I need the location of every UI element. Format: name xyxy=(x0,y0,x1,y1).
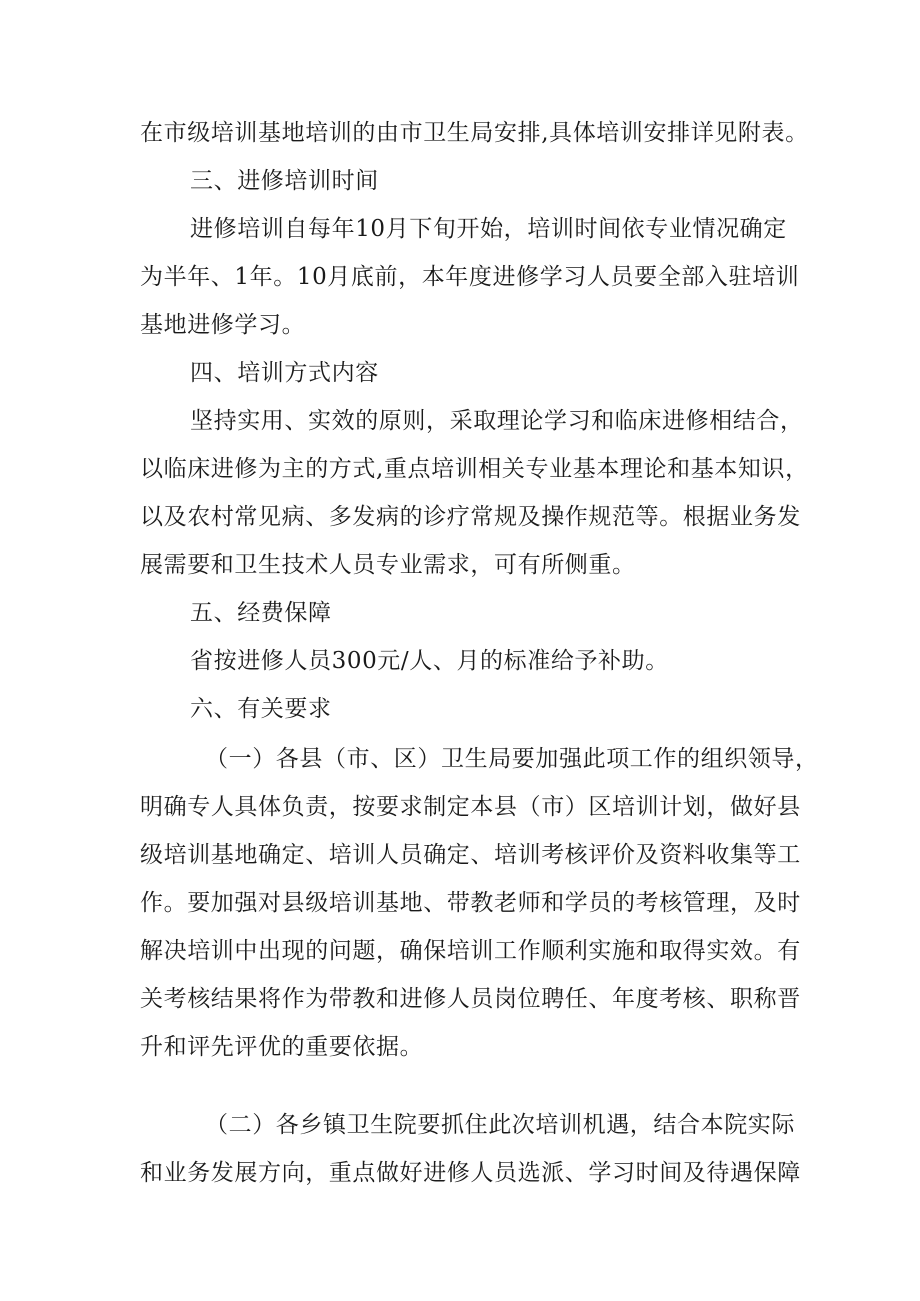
text-line-15: 明确专人具体负责，按要求制定本县（市）区培训计划，做好县 xyxy=(140,794,801,820)
text-line-18: 解决培训中出现的问题，确保培训工作顺利实施和取得实效。有 xyxy=(140,938,801,964)
text-line-22: 和业务发展方向，重点做好进修人员选派、学习时间及待遇保障 xyxy=(140,1160,801,1186)
text-line-20: 升和评先评优的重要依据。 xyxy=(140,1034,424,1060)
text-line-14: （一）各县（市、区）卫生局要加强此项工作的组织领导， xyxy=(205,746,819,772)
text-line-7: 坚持实用、实效的原则，采取理论学习和临床进修相结合， xyxy=(190,408,804,434)
text-line-5: 基地进修学习。 xyxy=(140,312,306,338)
text-line-16: 级培训基地确定、培训人员确定、培训考核评价及资料收集等工 xyxy=(140,842,801,868)
text-line-10: 展需要和卫生技术人员专业需求，可有所侧重。 xyxy=(140,552,636,578)
text-line-17: 作。要加强对县级培训基地、带教老师和学员的考核管理，及时 xyxy=(140,890,801,916)
text-line-1: 在市级培训基地培训的由市卫生局安排,具体培训安排详见附表。 xyxy=(140,120,809,146)
text-line-12: 省按进修人员300元/人、月的标准给予补助。 xyxy=(190,648,669,674)
text-line-9: 以及农村常见病、多发病的诊疗常规及操作规范等。根据业务发 xyxy=(140,504,801,530)
text-line-8: 以临床进修为主的方式,重点培训相关专业基本理论和基本知识， xyxy=(140,456,809,482)
text-line-21: （二）各乡镇卫生院要抓住此次培训机遇，结合本院实际 xyxy=(205,1112,795,1138)
section-heading-5: 五、经费保障 xyxy=(190,600,332,626)
text-line-19: 关考核结果将作为带教和进修人员岗位聘任、年度考核、职称晋 xyxy=(140,986,801,1012)
section-heading-4: 四、培训方式内容 xyxy=(190,360,379,386)
section-heading-3: 三、进修培训时间 xyxy=(190,168,379,194)
text-line-4: 为半年、1年。10月底前，本年度进修学习人员要全部入驻培训 xyxy=(140,264,800,290)
text-line-3: 进修培训自每年10月下旬开始，培训时间依专业情况确定 xyxy=(190,216,787,242)
section-heading-6: 六、有关要求 xyxy=(190,696,332,722)
